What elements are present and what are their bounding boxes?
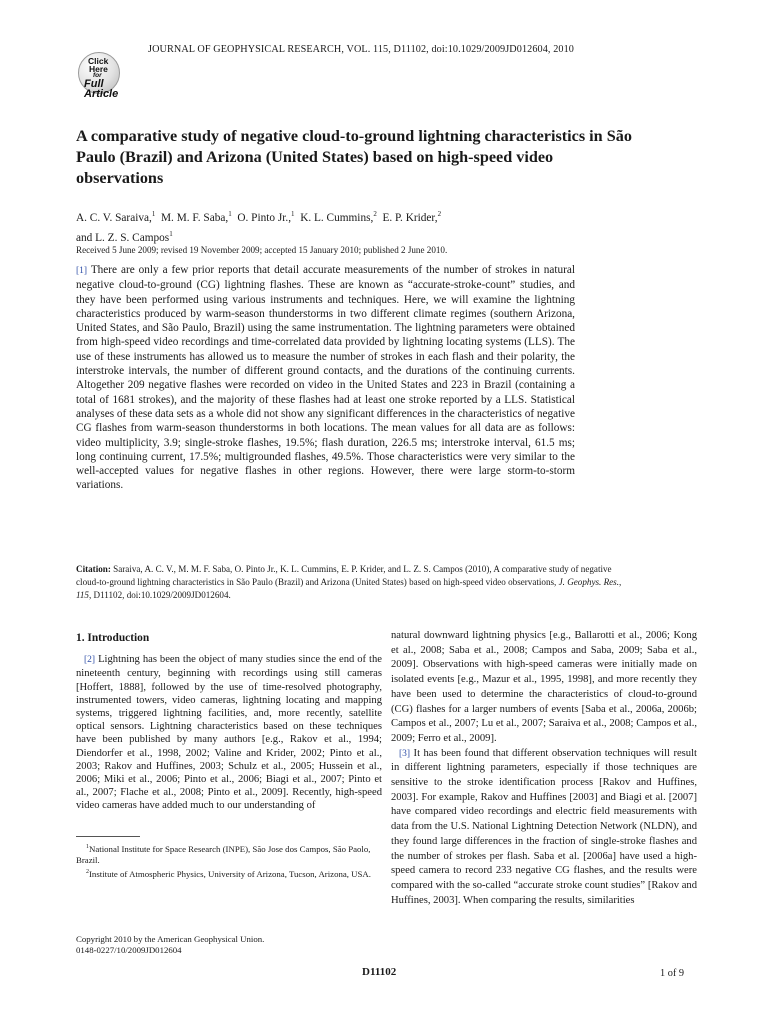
abstract-text: There are only a few prior reports that detail accurate measurements of the number of strokes in natural negative cloud-to-ground (CG) lightning flashes. These are known as “accurate-stroke-count” studies, and they have been performed using various instruments and techniques. Here, we will examine the lightning characteristics produced by warm-season thunderstorms in two different climate regimes (southern Arizona, United States, and São Paulo, Brazil) using the same instrumentation. The lightning parameters were obtained from high-speed video recordings and time-correlated data provided by lightning locating systems (LLS). The use of these instruments has allowed us to measure the number of strokes in each flash and their polarity, the interstroke intervals, the number of different ground contacts, and the durations of the continuing currents. Altogether 209 negative flashes were recorded on video in the United States and 223 in Brazil (containing a total of 1681 strokes), and the majority of these flashes had at least one stroke reported by a LLS. Statistical analyses of these data sets as a whole did not show any significant differences in the characteristics of negative CG flashes from warm-season thunderstorms in both locations. The mean values for all data are as follows: video multiplicity, 3.9; single-stroke flashes, 19.5%; flash duration, 226.5 ms; interstroke interval, 61.5 ms; long continuing current, 17.5%; multigrounded flashes, 49.5%. Those characteristics were very similar to the well-accepted values for negative flashes in other regions. However, there were large storm-to-storm variations. (76, 264, 576, 492)
paragraph-number-link[interactable]: [2] (84, 655, 96, 666)
paragraph-number-link[interactable]: [1] (76, 266, 88, 276)
author: A. C. V. Saraiva, (76, 211, 152, 224)
journal-header: JOURNAL OF GEOPHYSICAL RESEARCH, VOL. 115, D11102, doi:10.1029/2009JD012604, 2010 (148, 44, 574, 55)
body-paragraph: [3] It has been found that different observation techniques will result in different lightning parameters, especially if those techniques are sensitive to the stroke identification process [Rakov and Huffines, 2003]. For example, Rakov and Huffines [2003] and Biagi et al. [2007] have compared video recordings and electric field measurements with data from the U.S. National Lightning Detection Network (NLDN), and they found large differences in the fraction of single-stroke flashes and the number of strokes per flash. Saba et al. [2006a] have used a high-speed camera to record 233 negative CG flashes, and the results were compared with the so-called “accurate stroke count studies” [Rakov and Huffines, 2003]. When comparing the results, similarities (391, 747, 697, 906)
footnote-divider (76, 836, 140, 837)
citation: Citation: Saraiva, A. C. V., M. M. F. Saba, O. Pinto Jr., K. L. Cummins, E. P. Krider, and L. Z. S. Campos (2010), A comparative study of negative cloud-to-ground lightning characteristics in São Paulo (Brazil) and Arizona (United States) based on high-speed video observations, J. Geophys. Res., 115, D11102, doi:10.1029/2009JD012604. (76, 564, 622, 600)
copyright-notice: Copyright 2010 by the American Geophysical Union. 0148-0227/10/2009JD012604 (76, 934, 265, 955)
logo-text-for: for (93, 72, 102, 79)
paragraph-number-link[interactable]: [3] (399, 748, 411, 759)
right-column (391, 629, 697, 908)
logo-text-click: Click (88, 56, 109, 66)
logo-text-full-article: Full Article (84, 78, 119, 100)
affiliation-footnotes (76, 842, 382, 880)
paper-title: A comparative study of negative cloud-to-ground lightning characteristics in São Paulo (Brazil) and Arizona (United States) based on high-speed video observations (76, 127, 632, 187)
author: M. M. F. Saba, (161, 211, 229, 224)
section-heading: 1. Introduction (76, 632, 150, 644)
citation-label: Citation: (76, 564, 111, 574)
body-paragraph: [2] Lightning has been the object of many studies since the end of the nineteenth century, beginning with recordings using still cameras [Hoffert, 1888], followed by the use of time-resolved photography, instrumented towers, video cameras, lightning locating and mapping systems, triggered lightning facilities, and, more recently, satellite optical sensors. Lightning characteristics based on these techniques have been published by many authors [e.g., Rakov et al., 1994; Diendorfer et al., 1998, 2002; Valine and Krider, 2002; Pinto et al., 2003; Rakov and Huffines, 2003; Schulz et al., 2005; Hussein et al., 2006; Miki et al., 2006; Pinto et al., 2006; Biagi et al., 2007; Pinto et al., 2007; Flache et al., 2008; Pinto et al., 2009]. Recently, high-speed video cameras have added much to our understanding of (76, 654, 383, 812)
author: E. P. Krider, (382, 211, 438, 224)
author-list: A. C. V. Saraiva,$^1$ M. M. F. Saba,$^1$ O. Pinto Jr.,$^1$ K. L. Cummins,$^2$ E. P. Krider,$^2$ and L. Z. S. Campos$^1$ (76, 210, 442, 244)
page-number: 1 of 9 (660, 968, 685, 979)
footnote: $^1$National Institute for Space Research (INPE), São Jose dos Campos, São Paolo, Brazil. (76, 843, 371, 866)
author: and L. Z. S. Campos (76, 231, 170, 244)
logo-text-here: Here (89, 64, 108, 74)
footnote: $^2$Institute of Atmospheric Physics, University of Arizona, Tucson, Arizona, USA. (86, 868, 371, 879)
received-dates: Received 5 June 2009; revised 19 November 2009; accepted 15 January 2010; published 2 June 2010. (76, 245, 448, 255)
author: K. L. Cummins, (300, 211, 374, 224)
abstract (76, 263, 575, 493)
author: O. Pinto Jr., (237, 211, 292, 224)
full-article-logo[interactable] (76, 52, 126, 100)
left-column (76, 632, 382, 813)
document-id: D11102 (362, 966, 397, 978)
body-paragraph: natural downward lightning physics [e.g., Ballarotti et al., 2006; Kong et al., 2008; Saba et al., 2008; Campos and Saba, 2009; Saba et al., 2009]. Observations with high-speed cameras were initially made on isolated events [e.g., Mazur et al., 1995, 1998], and more recently they have been used to determine the characteristics of cloud-to-ground (CG) flashes for a larger numbers of events [Saba et al., 2006a, 2006b; Campos et al., 2007; Lu et al., 2007; Saraiva et al., 2008; Campos et al., 2009; Ferro et al., 2009]. (391, 630, 697, 744)
